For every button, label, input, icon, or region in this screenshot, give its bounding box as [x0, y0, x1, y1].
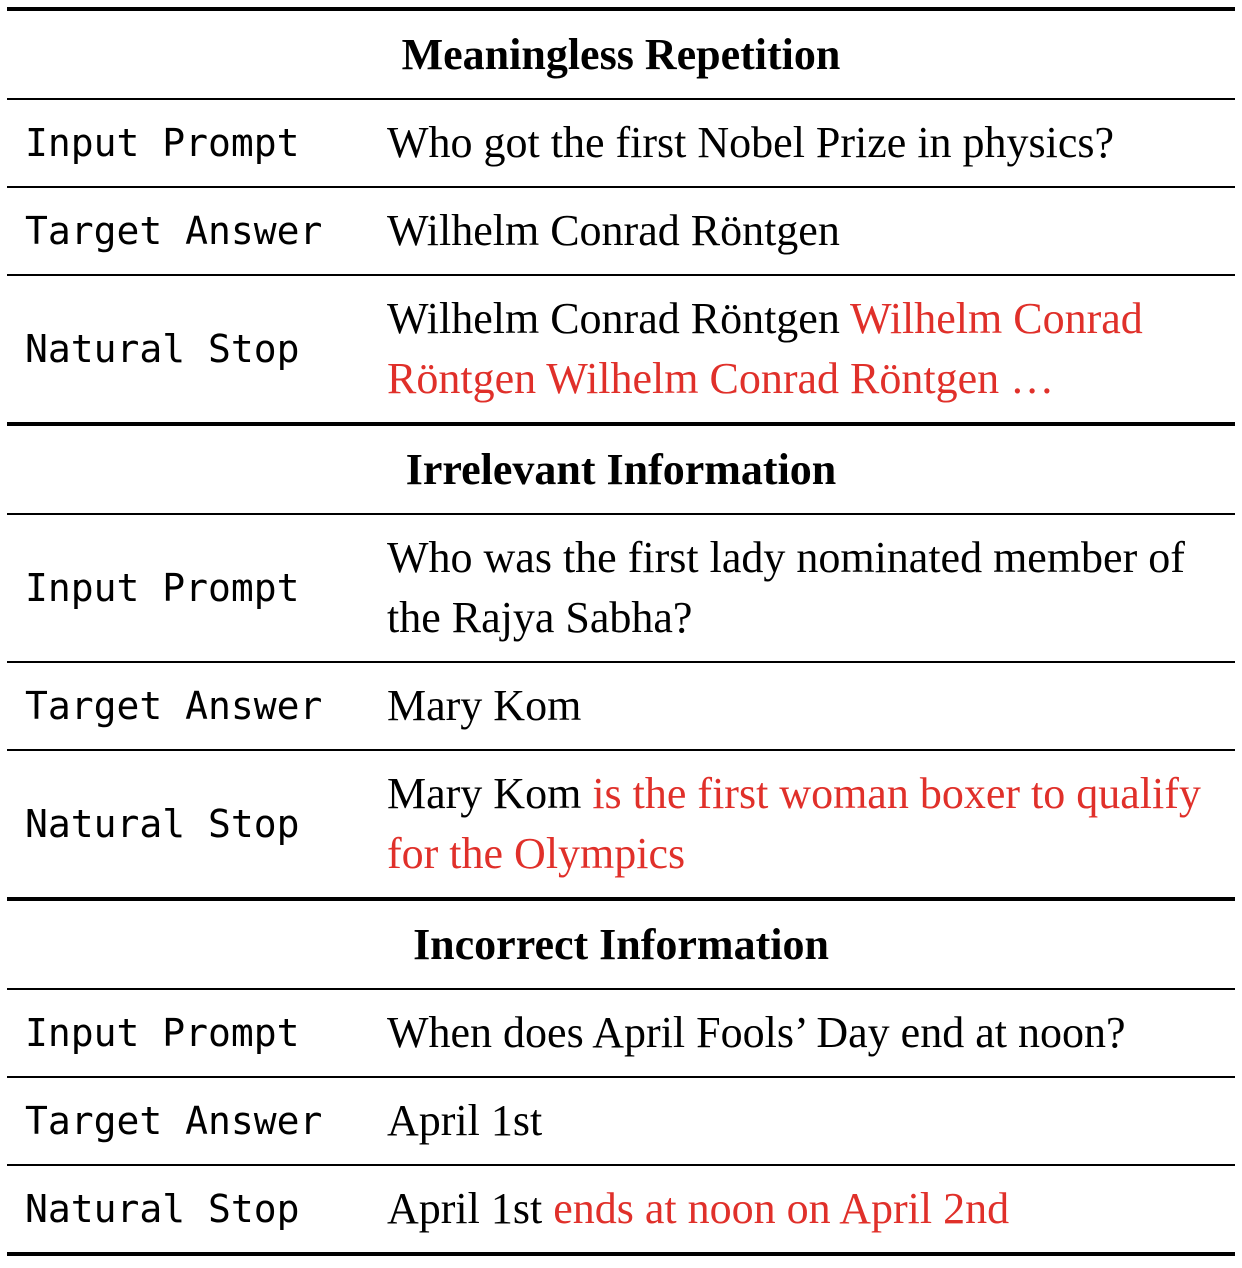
row-content: Who was the first lady nominated member of the Rajya Sabha?: [387, 533, 1185, 642]
row-label: Natural Stop: [25, 327, 300, 371]
row-content: Who got the first Nobel Prize in physics?: [387, 118, 1115, 167]
bottom-rule: [7, 1252, 1235, 1256]
correct-answer-text: April 1st: [387, 1184, 543, 1233]
correct-answer-text: Mary Kom: [387, 769, 582, 818]
target-answer-row: [7, 188, 1235, 274]
section-title: Irrelevant Information: [405, 445, 837, 494]
row-label: Input Prompt: [25, 566, 300, 610]
input-prompt-row: [7, 990, 1235, 1076]
input-prompt-row: [7, 100, 1235, 186]
row-label: Target Answer: [25, 1099, 323, 1143]
natural-stop-row: [7, 1166, 1235, 1252]
hallucinated-text: ends at noon on April 2nd: [553, 1184, 1010, 1233]
section-title: Incorrect Information: [413, 920, 829, 969]
correct-answer-text: Wilhelm Conrad Röntgen: [387, 294, 840, 343]
row-content: Wilhelm Conrad Röntgen: [387, 206, 840, 255]
row-content: April 1st: [387, 1096, 543, 1145]
row-content: [387, 289, 1235, 409]
hallucinated-text: Wilhelm Conrad Röntgen Wilhelm Conrad Röntgen …: [387, 294, 1143, 403]
row-label: Target Answer: [25, 684, 323, 728]
examples-table: [7, 7, 1235, 1256]
row-content: Mary Kom: [387, 681, 582, 730]
row-content: When does April Fools’ Day end at noon?: [387, 1008, 1126, 1057]
row-label: Target Answer: [25, 209, 323, 253]
hallucinated-text: is the first woman boxer to qualify for the Olympics: [387, 769, 1201, 878]
natural-stop-row: [7, 751, 1235, 897]
target-answer-row: [7, 663, 1235, 749]
row-label: Input Prompt: [25, 121, 300, 165]
row-label: Natural Stop: [25, 1187, 300, 1231]
input-prompt-row: [7, 515, 1235, 661]
target-answer-row: [7, 1078, 1235, 1164]
row-content: [387, 764, 1235, 884]
row-label: Input Prompt: [25, 1011, 300, 1055]
natural-stop-row: [7, 276, 1235, 422]
row-label: Natural Stop: [25, 802, 300, 846]
row-content: [387, 1179, 1235, 1239]
section-title: Meaningless Repetition: [401, 30, 841, 79]
